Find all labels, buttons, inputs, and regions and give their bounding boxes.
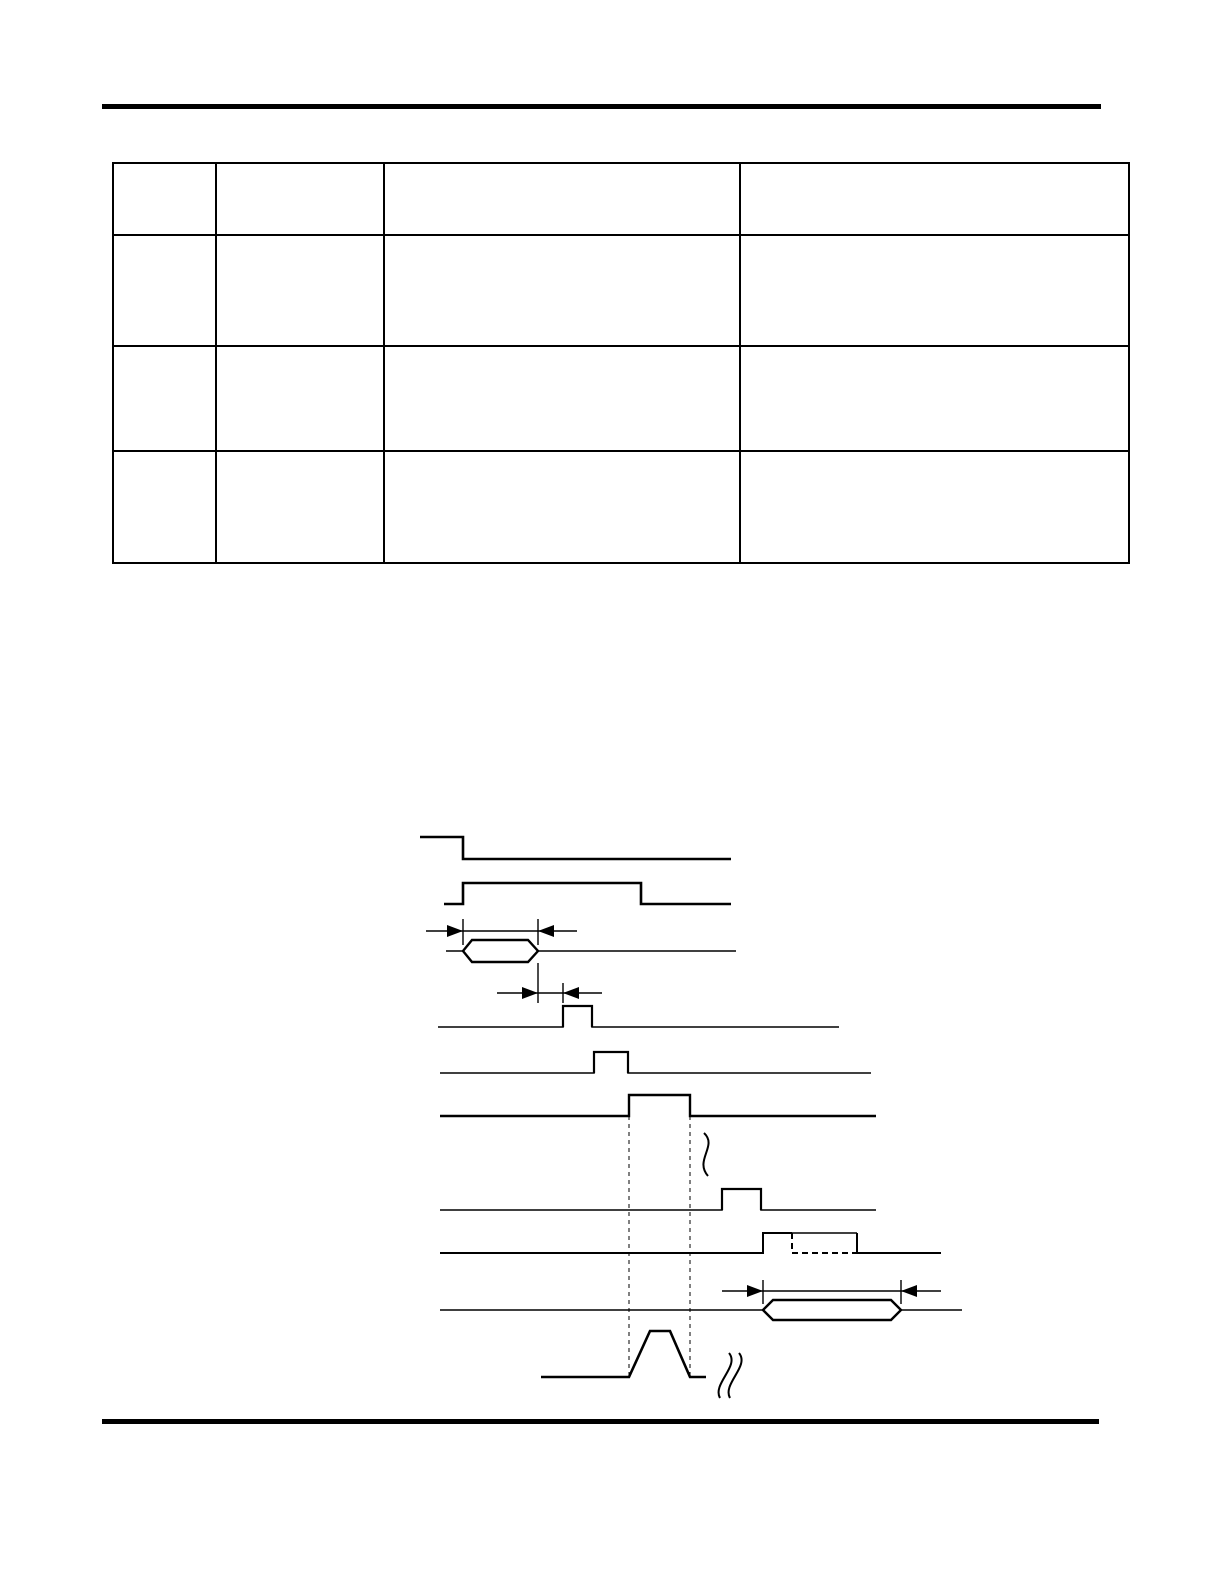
time-break-icon [703, 1133, 708, 1176]
footer-rule [102, 1419, 1099, 1424]
signal-waveform-4 [438, 1006, 839, 1027]
signal-waveform-7 [440, 1189, 876, 1210]
arrow-right-icon [522, 987, 538, 999]
time-break-icon [719, 1353, 732, 1398]
signal-waveform-10 [541, 1331, 706, 1377]
signal-waveform-9 [440, 1300, 962, 1320]
signal-waveform-1 [420, 837, 731, 859]
arrow-right-icon [447, 925, 463, 937]
hold-time-dimension [497, 963, 602, 1003]
arrow-left-icon [901, 1285, 917, 1297]
signal-waveform-5 [440, 1052, 871, 1073]
arrow-left-icon [563, 987, 579, 999]
signal-waveform-3 [446, 940, 736, 962]
arrow-right-icon [747, 1285, 763, 1297]
signal-waveform-6 [440, 1095, 876, 1116]
arrow-left-icon [538, 925, 554, 937]
signal-waveform-2 [444, 883, 731, 904]
